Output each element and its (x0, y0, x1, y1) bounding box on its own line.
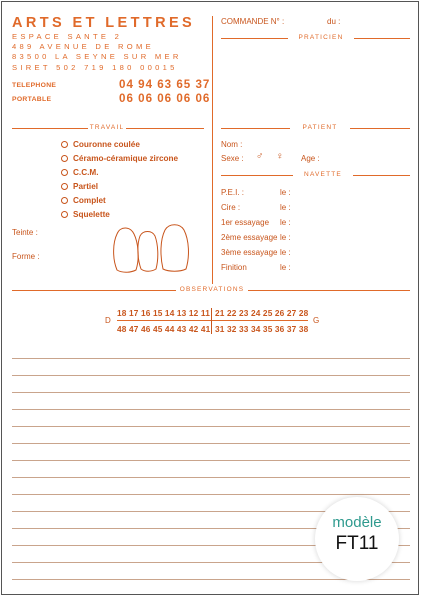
address-line-3: 83500 LA SEYNE SUR MER (12, 52, 182, 61)
teeth-right-label: D (105, 316, 111, 325)
writing-line (12, 409, 410, 410)
navette-rule-right (353, 175, 410, 176)
praticien-rule-left (221, 38, 288, 39)
tooth-shapes-icon (108, 220, 194, 274)
age-label: Age : (301, 154, 320, 163)
radio-circle-icon[interactable] (61, 155, 68, 162)
badge-model-code: FT11 (335, 533, 379, 554)
option-squelette[interactable]: Squelette (61, 210, 110, 219)
patient-header: PATIENT (302, 124, 338, 131)
writing-line (12, 426, 410, 427)
navette-pei-date: le : (280, 188, 291, 197)
navette-essayage2-label: 2ème essayage (221, 233, 278, 242)
siret-line: SIRET 502 719 180 00015 (12, 63, 178, 72)
date-label: du : (327, 17, 341, 26)
nom-label: Nom : (221, 140, 243, 149)
teeth-upper-right: 18 17 16 15 14 13 12 11 (117, 308, 210, 318)
radio-circle-icon[interactable] (61, 197, 68, 204)
phone-number: 04 94 63 65 37 (119, 78, 211, 91)
option-couronne-coulee[interactable]: Couronne coulée (61, 140, 140, 149)
travail-rule-right (126, 128, 204, 129)
writing-line (12, 375, 410, 376)
teeth-upper-left: 21 22 23 24 25 26 27 28 (215, 308, 309, 318)
writing-line (12, 477, 410, 478)
teeth-lower-right: 48 47 46 45 44 43 42 41 (117, 324, 211, 334)
sexe-label: Sexe : (221, 154, 244, 163)
writing-line (12, 460, 410, 461)
address-line-1: ESPACE SANTE 2 (12, 32, 123, 41)
teeth-horizontal-divider (117, 320, 308, 321)
patient-rule-left (221, 128, 290, 129)
observations-header: OBSERVATIONS (179, 286, 245, 293)
observations-rule-right (248, 290, 410, 291)
radio-circle-icon[interactable] (61, 141, 68, 148)
forme-label: Forme : (12, 252, 40, 261)
praticien-rule-right (354, 38, 410, 39)
male-icon[interactable]: ♂ (256, 151, 264, 162)
praticien-header: PRATICIEN (298, 34, 344, 41)
navette-cire-label: Cire : (221, 203, 241, 212)
travail-rule-left (12, 128, 88, 129)
navette-essayage2-date: le : (280, 233, 291, 242)
teeth-left-label: G (313, 316, 320, 325)
navette-essayage1-label: 1er essayage (221, 218, 270, 227)
option-complet[interactable]: Complet (61, 196, 106, 205)
teeth-lower-left: 31 32 33 34 35 36 37 38 (215, 324, 309, 334)
radio-circle-icon[interactable] (61, 183, 68, 190)
column-divider (212, 16, 213, 284)
writing-line (12, 392, 410, 393)
navette-finition-date: le : (280, 263, 291, 272)
option-ccm[interactable]: C.C.M. (61, 168, 98, 177)
option-ceramo-ceramique[interactable]: Céramo-céramique zircone (61, 154, 178, 163)
patient-rule-right (350, 128, 410, 129)
observations-rule-left (12, 290, 176, 291)
teeth-vertical-divider (211, 308, 212, 334)
teinte-label: Teinte : (12, 228, 38, 237)
navette-finition-label: Finition (221, 263, 247, 272)
navette-essayage3-label: 3ème essayage (221, 248, 278, 257)
writing-line (12, 358, 410, 359)
writing-line (12, 494, 410, 495)
model-badge (315, 497, 399, 581)
navette-essayage3-date: le : (280, 248, 291, 257)
phone-label: TELEPHONE (12, 82, 57, 89)
travail-header: TRAVAIL (89, 124, 125, 131)
mobile-number: 06 06 06 06 06 (119, 92, 211, 105)
option-partiel[interactable]: Partiel (61, 182, 98, 191)
navette-pei-label: P.E.I. : (221, 188, 244, 197)
navette-cire-date: le : (280, 203, 291, 212)
badge-model-label: modèle (332, 514, 382, 531)
mobile-label: PORTABLE (12, 96, 52, 103)
navette-header: NAVETTE (304, 171, 342, 178)
radio-circle-icon[interactable] (61, 169, 68, 176)
radio-circle-icon[interactable] (61, 211, 68, 218)
writing-line (12, 443, 410, 444)
female-icon[interactable]: ♀ (276, 151, 284, 162)
commande-label: COMMANDE N° : (221, 17, 285, 26)
address-line-2: 489 AVENUE DE ROME (12, 42, 154, 51)
company-name: ARTS ET LETTRES (12, 15, 196, 31)
navette-rule-left (221, 175, 293, 176)
navette-essayage1-date: le : (280, 218, 291, 227)
